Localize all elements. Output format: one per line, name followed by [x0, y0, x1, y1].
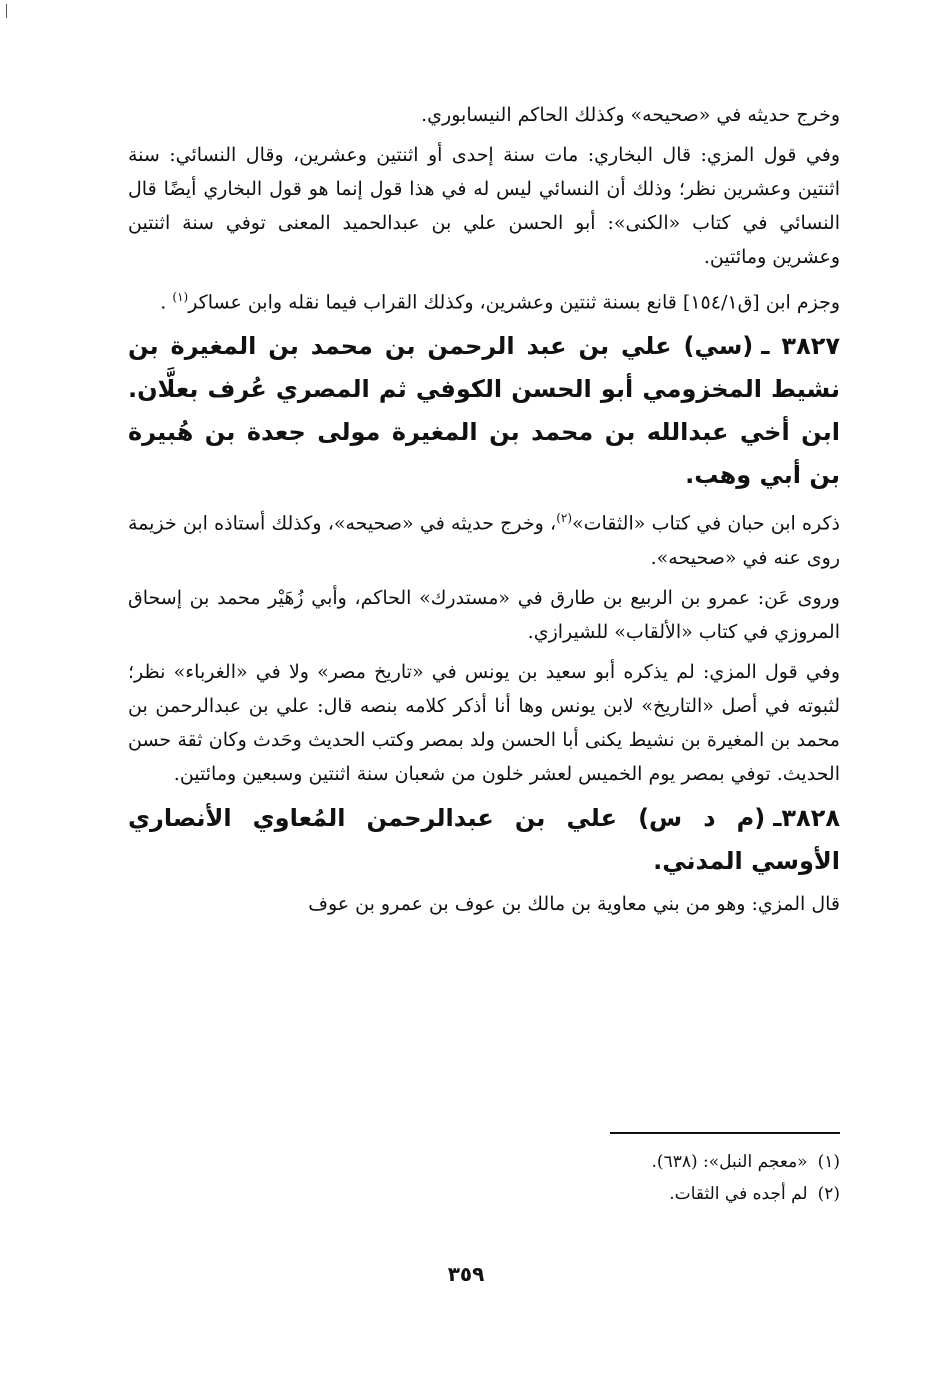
paragraph-5: وروى عَن: عمرو بن الربيع بن طارق في «مستدرك» الحاكم، وأبي زُهَيْر محمد بن إسحاق المروزي في كتاب «الألقاب» للشيرازي. [128, 586, 840, 643]
entry-3828-text: (م د س) علي بن عبدالرحمن المُعاوي الأنصاري الأوسي المدني. [128, 803, 840, 875]
paragraph-3-text: وجزم ابن [ق١٥٤/١] قانع بسنة ثنتين وعشرين، وكذلك القراب فيما نقله وابن عساكر [188, 291, 840, 314]
entry-3827-heading [128, 325, 840, 497]
footnote-ref-2[interactable]: (٢) [556, 511, 573, 526]
paragraph-4 [128, 501, 840, 574]
paragraph-3: وجزم ابن [ق١٥٤/١] قانع بسنة ثنتين وعشرين، وكذلك القراب فيما نقله وابن عساكر$^{(١)}$ . [160, 290, 840, 314]
footnotes [128, 1146, 840, 1210]
footnote-2-mark: (٢) [817, 1184, 840, 1204]
footnote-divider [610, 1132, 840, 1134]
paragraph-7: قال المزي: وهو من بني معاوية بن مالك بن عوف بن عمرو بن عوف [308, 892, 840, 915]
paragraph-1: وخرج حديثه في «صحيحه» وكذلك الحاكم النيسابوري. [421, 104, 840, 126]
entry-3828-number: ٣٨٢٨ـ [773, 803, 840, 832]
entry-3827-number: ٣٨٢٧ ـ [761, 332, 841, 361]
entry-3827-text: (سي) علي بن عبد الرحمن بن محمد بن المغيرة بن نشيط المخزومي أبو الحسن الكوفي ثم المصري عُرف بعلَّان. ابن أخي عبدالله بن محمد بن المغيرة مولى جعدة بن هُبيرة بن أبي وهب. [128, 332, 840, 490]
page-body [128, 98, 840, 927]
paragraph-4-end: ، وخرج حديثه في «صحيحه»، وكذلك أستاذه ابن خزيمة روى عنه في «صحيحه». [128, 512, 840, 569]
footnote-1 [128, 1146, 840, 1178]
paragraph-6: وفي قول المزي: لم يذكره أبو سعيد بن يونس في «تاريخ مصر» ولا في «الغرباء» نظر؛ لثبوته في أصل «التاريخ» لابن يونس وها أنا أذكر كلامه بنصه قال: علي بن عبدالرحمن بن محمد بن المغيرة بن نشيط يكنى أبا الحسن ولد بمصر وكتب الحديث وحَدث وكان ثقة حسن الحديث. توفي بمصر يوم الخميس لعشر خلون من شعبان سنة اثنتين وسبعين ومائتين. [128, 660, 840, 785]
footnote-2 [128, 1178, 840, 1210]
paragraph-4-start: ذكره ابن حبان في كتاب «الثقات» [572, 512, 840, 535]
paragraph-2: وفي قول المزي: قال البخاري: مات سنة إحدى أو اثنتين وعشرين، وقال النسائي: سنة اثنتين وعشرين نظر؛ وذلك أن النسائي ليس له في هذا قول إنما هو قول البخاري أيضًا قال النسائي في كتاب «الكنى»: أبو الحسن علي بن عبدالحميد المعنى توفي سنة اثنتين وعشرين ومائتين. [128, 144, 840, 268]
footnote-1-mark: (١) [817, 1152, 840, 1172]
footnote-2-text: لم أجده في الثقات. [669, 1184, 808, 1204]
entry-3828-heading [128, 797, 840, 883]
footnote-1-text: «معجم النبل»: (٦٣٨). [651, 1152, 808, 1172]
page-number: ٣٥٩ [447, 1262, 485, 1286]
footnote-ref-1[interactable]: (١) [172, 290, 189, 304]
margin-tick-mark [6, 4, 7, 18]
